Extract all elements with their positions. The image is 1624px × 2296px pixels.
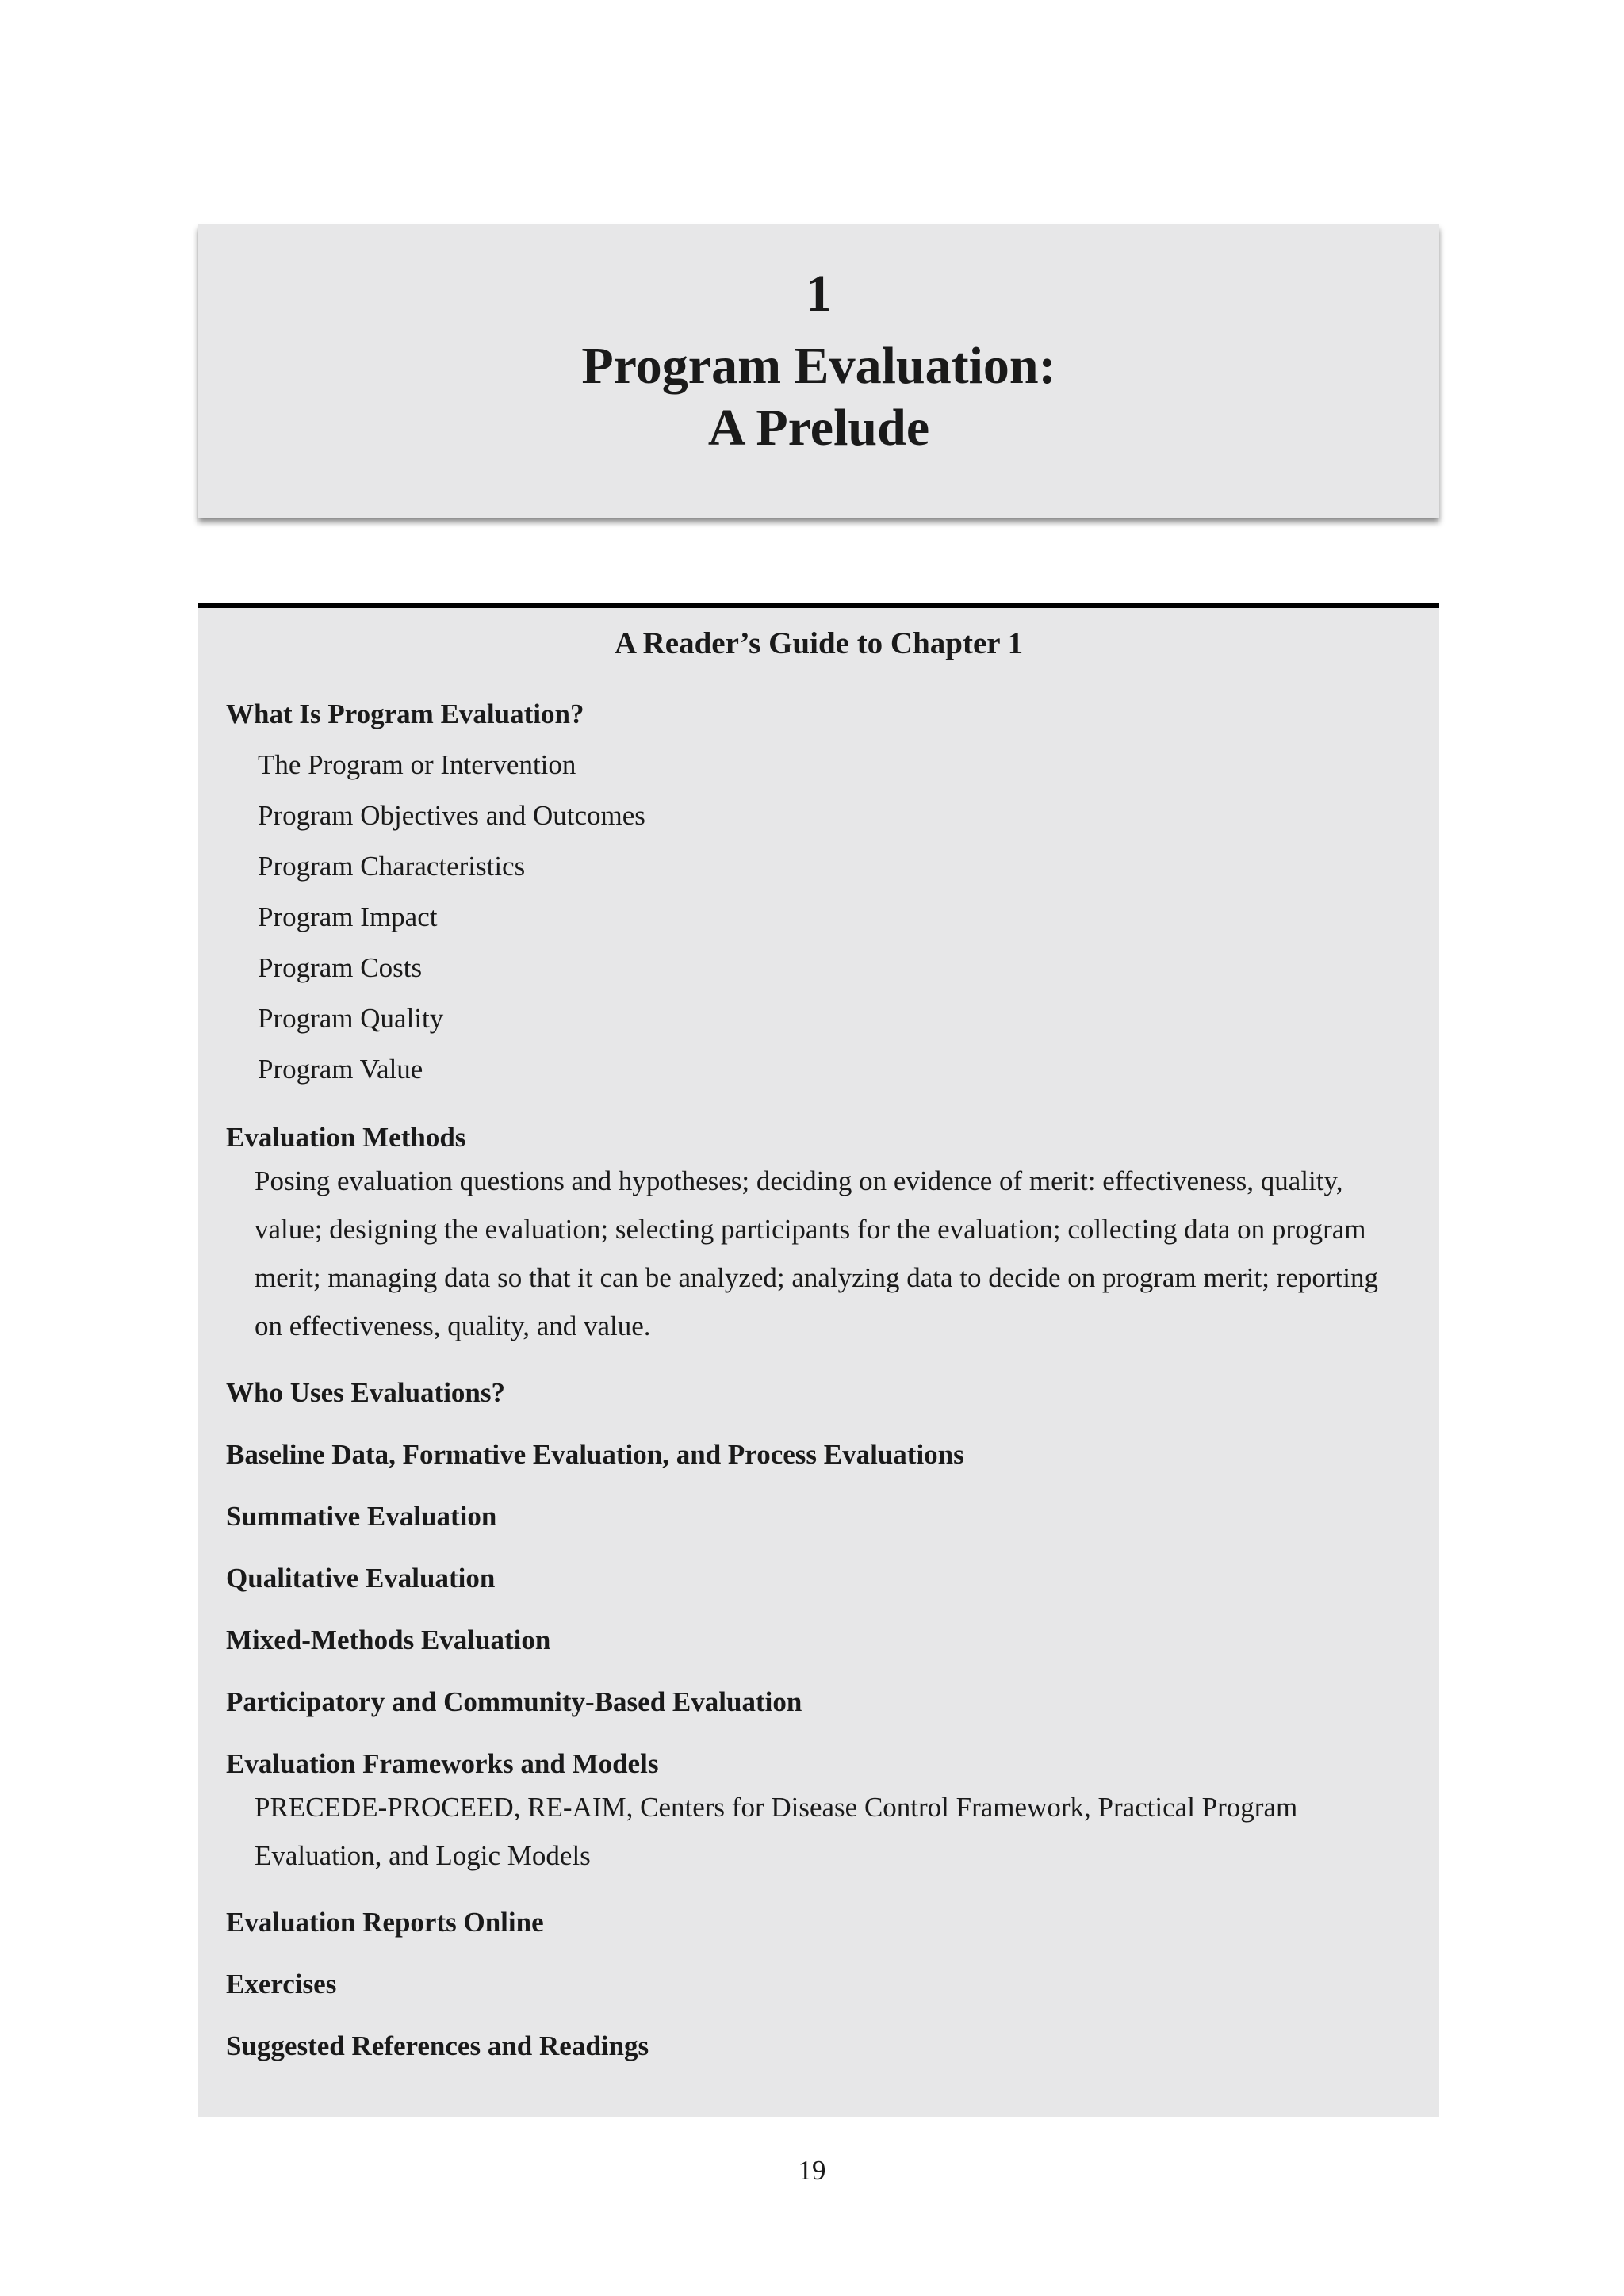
guide-section [226,1498,1400,1536]
guide-section [226,1904,1400,1942]
guide-section-title: What Is Program Evaluation? [226,698,584,729]
guide-subitem: Program Value [258,1054,423,1085]
guide-subitem: Program Impact [258,901,438,932]
guide-section-title: Suggested References and Readings [226,2030,649,2061]
chapter-title [198,335,1439,459]
guide-subitem: Program Costs [258,952,423,983]
guide-section [226,695,1400,1095]
guide-section [226,2027,1400,2065]
chapter-title-line-1: Program Evaluation: [581,337,1056,395]
guide-section-description: PRECEDE-PROCEED, RE-AIM, Centers for Disease Control Framework, Practical Program Evaluation, and Logic Models [255,1792,1298,1871]
guide-section-title: Evaluation Frameworks and Models [226,1748,659,1779]
guide-subitem: Program Characteristics [258,851,526,882]
guide-section-title: Qualitative Evaluation [226,1563,496,1594]
readers-guide-heading: A Reader’s Guide to Chapter 1 [614,626,1024,660]
guide-section-title: Exercises [226,1969,337,1999]
guide-section [226,1119,1400,1350]
guide-section-title: Mixed-Methods Evaluation [226,1624,551,1655]
guide-section-title: Participatory and Community-Based Evaluation [226,1686,802,1717]
guide-section [226,1374,1400,1412]
guide-section-title: Who Uses Evaluations? [226,1377,506,1408]
guide-section [226,1436,1400,1474]
guide-section [226,1559,1400,1598]
guide-section-title: Evaluation Methods [226,1122,466,1153]
guide-section [226,1683,1400,1721]
guide-section-title: Summative Evaluation [226,1501,497,1532]
guide-section [226,1621,1400,1659]
guide-subitem: The Program or Intervention [258,749,576,780]
chapter-number: 1 [806,265,832,323]
readers-guide-body [226,695,1400,2089]
guide-section-description: Posing evaluation questions and hypotheses; deciding on evidence of merit: effectiveness, quality, value; designing the evaluation; selecting participants for the evaluation; collecting data on program merit; managing data so that it can be analyzed; analyzing data to decide on program merit; reporting on effectiveness, quality, and value. [255,1165,1378,1341]
guide-section [226,1965,1400,2003]
chapter-banner [198,224,1439,518]
guide-section-title: Baseline Data, Formative Evaluation, and Process Evaluations [226,1439,964,1470]
readers-guide-box [198,603,1439,2117]
guide-section [226,1745,1400,1880]
guide-section-title: Evaluation Reports Online [226,1907,544,1938]
guide-subitem-list [226,740,1400,1095]
page-number: 19 [798,2155,826,2186]
guide-subitem: Program Quality [258,1003,444,1034]
guide-subitem: Program Objectives and Outcomes [258,800,645,831]
chapter-title-line-2: A Prelude [707,399,930,457]
